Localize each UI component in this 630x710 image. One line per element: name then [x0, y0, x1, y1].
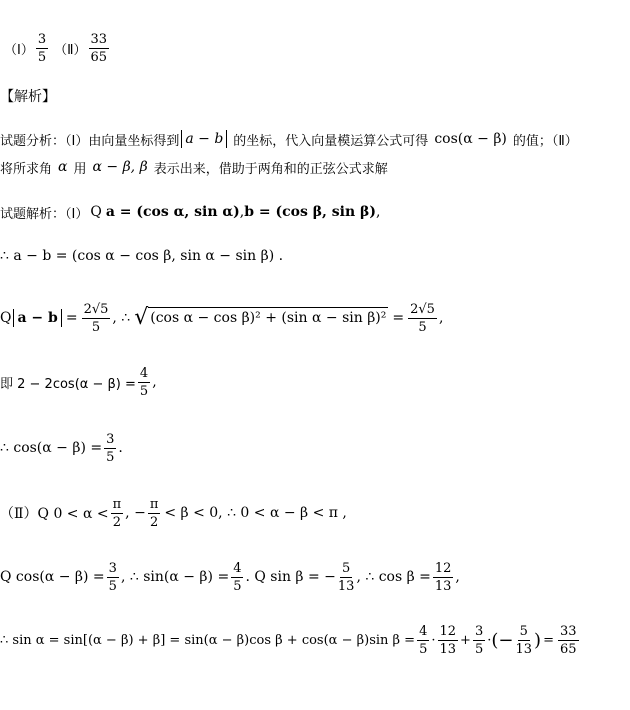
magnitude-fraction: $\frac{2√5}{5}$ — [83, 301, 109, 335]
solution-line-5: ∴ cos(α − β) = $\frac{3}{5}$ . — [0, 431, 123, 465]
solution-line-7: Q cos(α − β) = $\frac{3}{5}$ , ∴ sin(α − β) = $\frac{4}{5}$ . Q sin β = − $\frac{5}{13}$ , ∴ cos β = $\frac{12}{13}$ , — [0, 560, 460, 594]
fraction-7d: $\frac{12}{13}$ — [434, 560, 452, 594]
answer-part1-fraction: $\frac{3}{5}$ — [37, 31, 47, 65]
fraction-8d: $\frac{5}{13}$ — [515, 623, 533, 657]
fraction-3-5: $\frac{3}{5}$ — [106, 431, 115, 465]
fraction-7a: $\frac{3}{5}$ — [108, 560, 117, 594]
analysis-line-1: 试题分析：（Ⅰ）由向量坐标得到 a − b 的坐标，代入向量模运算公式可得 cos(α − β) 的值；（Ⅱ） — [0, 131, 578, 149]
analysis-line-2: 将所求角 α 用 α − β, β 表示出来，借助于两角和的正弦公式求解 — [0, 159, 388, 177]
solution-line-8: ∴ sin α = sin[(α − β) + β] = sin(α − β)cos β + cos(α − β)sin β = $\frac{4}{5}$ · $\frac{12}{13}$ + $\frac{3}{5}$ · (− $\frac{5}{13}$ ) = $\frac{33}{65}$ — [0, 623, 577, 657]
solution-line-2: ∴ a − b = (cos α − cos β, sin α − sin β) . — [0, 248, 284, 264]
fraction-pi-2-neg: $\frac{\pi}{2}$ — [149, 496, 159, 530]
fraction-8e: $\frac{33}{65}$ — [559, 623, 577, 657]
answer-line — [4, 28, 111, 68]
solution-line-3: Q a − b = $\frac{2√5}{5}$ , ∴ √ (cos α − cos β)² + (sin α − sin β)² = $\frac{2√5}{5}$ , — [0, 301, 444, 335]
answer-part2-fraction: $\frac{33}{65}$ — [90, 31, 108, 65]
answer-part1-label: （Ⅰ） — [4, 42, 34, 58]
fraction-7b: $\frac{4}{5}$ — [233, 560, 242, 594]
sqrt-expression: √ (cos α − cos β)² + (sin α − sin β)² — [134, 305, 387, 330]
fraction-7c: $\frac{5}{13}$ — [337, 560, 355, 594]
solution-line-1: 试题解析：（Ⅰ） Q a = (cos α, sin α) , b = (cos β, sin β) , — [0, 204, 381, 222]
fraction-8a: $\frac{4}{5}$ — [419, 623, 428, 657]
fraction-8b: $\frac{12}{13}$ — [439, 623, 457, 657]
answer-part2-label: （Ⅱ） — [54, 42, 87, 58]
fraction-4-5: $\frac{4}{5}$ — [139, 365, 149, 399]
solution-line-6: （Ⅱ）Q 0 < α < $\frac{\pi}{2}$ , − $\frac{\pi}{2}$ < β < 0, ∴ 0 < α − β < π , — [0, 496, 347, 530]
vector-difference-abs: a − b — [181, 130, 227, 148]
solution-line-4: 即 2 − 2cos(α − β) = $\frac{4}{5}$ , — [0, 365, 157, 399]
fraction-pi-2: $\frac{\pi}{2}$ — [112, 496, 122, 530]
fraction-8c: $\frac{3}{5}$ — [474, 623, 484, 657]
analysis-heading: 【解析】 — [0, 89, 56, 105]
magnitude-fraction-2: $\frac{2√5}{5}$ — [410, 301, 435, 335]
